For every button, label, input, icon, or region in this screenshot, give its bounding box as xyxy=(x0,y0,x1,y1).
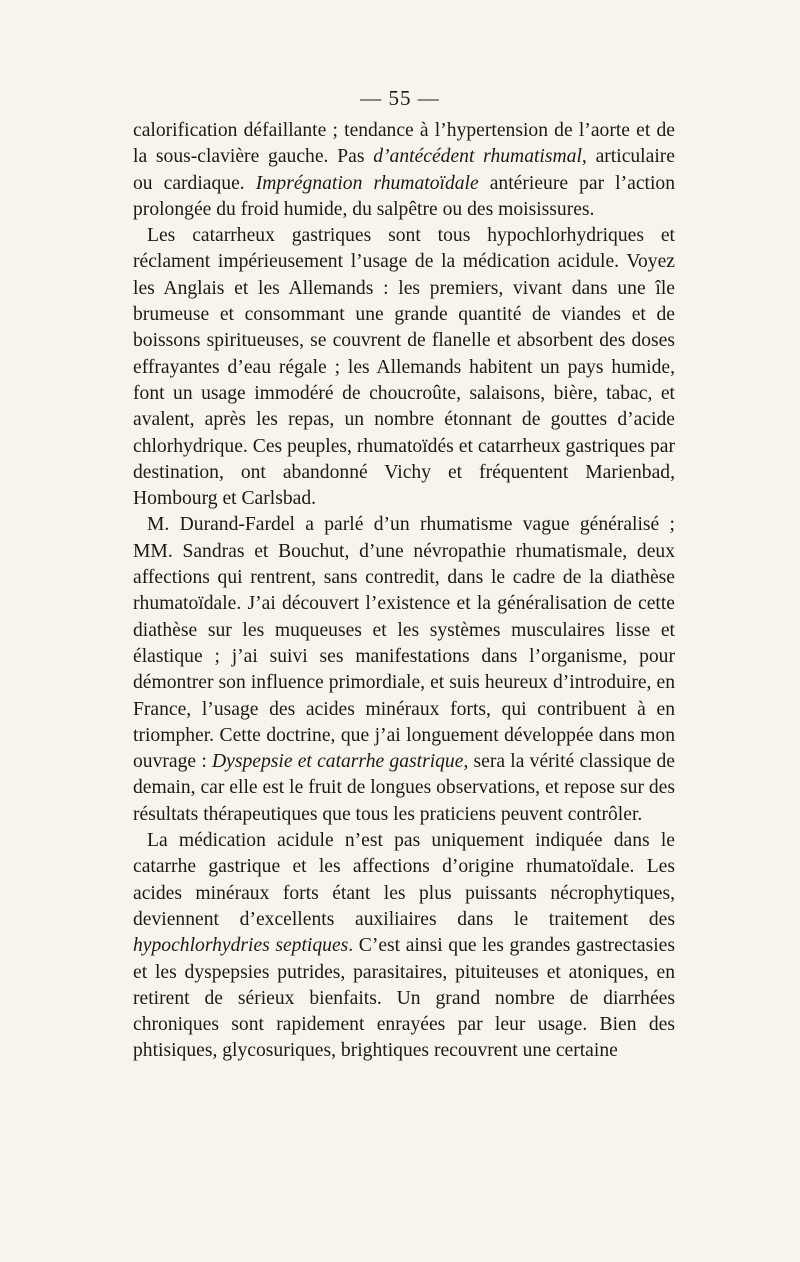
text-run: , sera la vérité classique de demain, car elle est le fruit de longues observations, et repose sur des résultats thérapeutiques que tous les praticiens peuvent contrôler. xyxy=(133,751,675,825)
italic-run: d’antécédent rhumatismal xyxy=(373,146,582,168)
text-run: calorification défaillante ; tendance à l’hypertension de l’aorte et de la sous-clavière gauche. Pas xyxy=(133,120,675,168)
italic-run: Imprégnation rhumatoïdale xyxy=(255,172,479,194)
paragraph-4 xyxy=(133,828,675,1065)
italic-run: hypochlorhydries septiques xyxy=(133,935,349,957)
page-number: — 55 — xyxy=(360,86,440,110)
paragraph-1 xyxy=(133,118,675,223)
paragraph-2 xyxy=(133,223,675,512)
body-text xyxy=(133,118,675,1065)
text-run: , articulaire ou cardiaque. xyxy=(133,146,675,194)
text-run: . C’est ainsi que les grandes gastrectasies et les dyspepsies putrides, parasitaires, pituiteuses et atoniques, en retirent de sérieux bienfaits. Un grand nombre de diarrhées chroniques sont rapidement enrayées par leur usage. Bien des phtisiques, glycosuriques, brightiques recouvrent une certaine xyxy=(133,935,676,1062)
text-run: La médication acidule n’est pas uniquement indiquée dans le catarrhe gastrique et les affections d’origine rhumatoïdale. Les acides minéraux forts étant les plus puissants nécrophytiques, deviennent d’excellents auxiliaires dans le traitement des xyxy=(133,830,675,930)
text-run: Les catarrheux gastriques sont tous hypochlorhydriques et réclament impérieusement l’usage de la médication acidule. Voyez les Anglais et les Allemands : les premiers, vivant dans une île brumeuse et consommant une grande quantité de viandes et de boissons spiritueuses, se couvrent de flanelle et absorbent des doses effrayantes d’eau régale ; les Allemands habitent un pays humide, font un usage immodéré de choucroûte, salaisons, bière, tabac, et avalent, après les repas, un nombre étonnant de gouttes d’acide chlorhydrique. Ces peuples, rhumatoïdés et catarrheux gastriques par destination, ont abandonné Vichy et fréquentent Marienbad, Hombourg et Carlsbad. xyxy=(133,225,675,510)
italic-run: Dyspepsie et catarrhe gastrique xyxy=(211,751,464,773)
paragraph-3 xyxy=(133,512,675,828)
text-run: antérieure par l’action prolongée du froid humide, du salpêtre ou des moisissures. xyxy=(133,172,676,220)
text-run: M. Durand-Fardel a parlé d’un rhumatisme vague généralisé ; MM. Sandras et Bouchut, d’une névropathie rhumatismale, deux affections qui rentrent, sans contredit, dans le cadre de la diathèse rhumatoïdale. J’ai découvert l’existence et la généralisation de cette diathèse sur les muqueuses et les systèmes musculaires lisse et élastique ; j’ai suivi ses manifestations dans l’organisme, pour démontrer son influence primordiale, et suis heureux d’introduire, en France, l’usage des acides minéraux forts, qui contribuent à en triompher. Cette doctrine, que j’ai longuement développée dans mon ouvrage : xyxy=(133,514,675,773)
